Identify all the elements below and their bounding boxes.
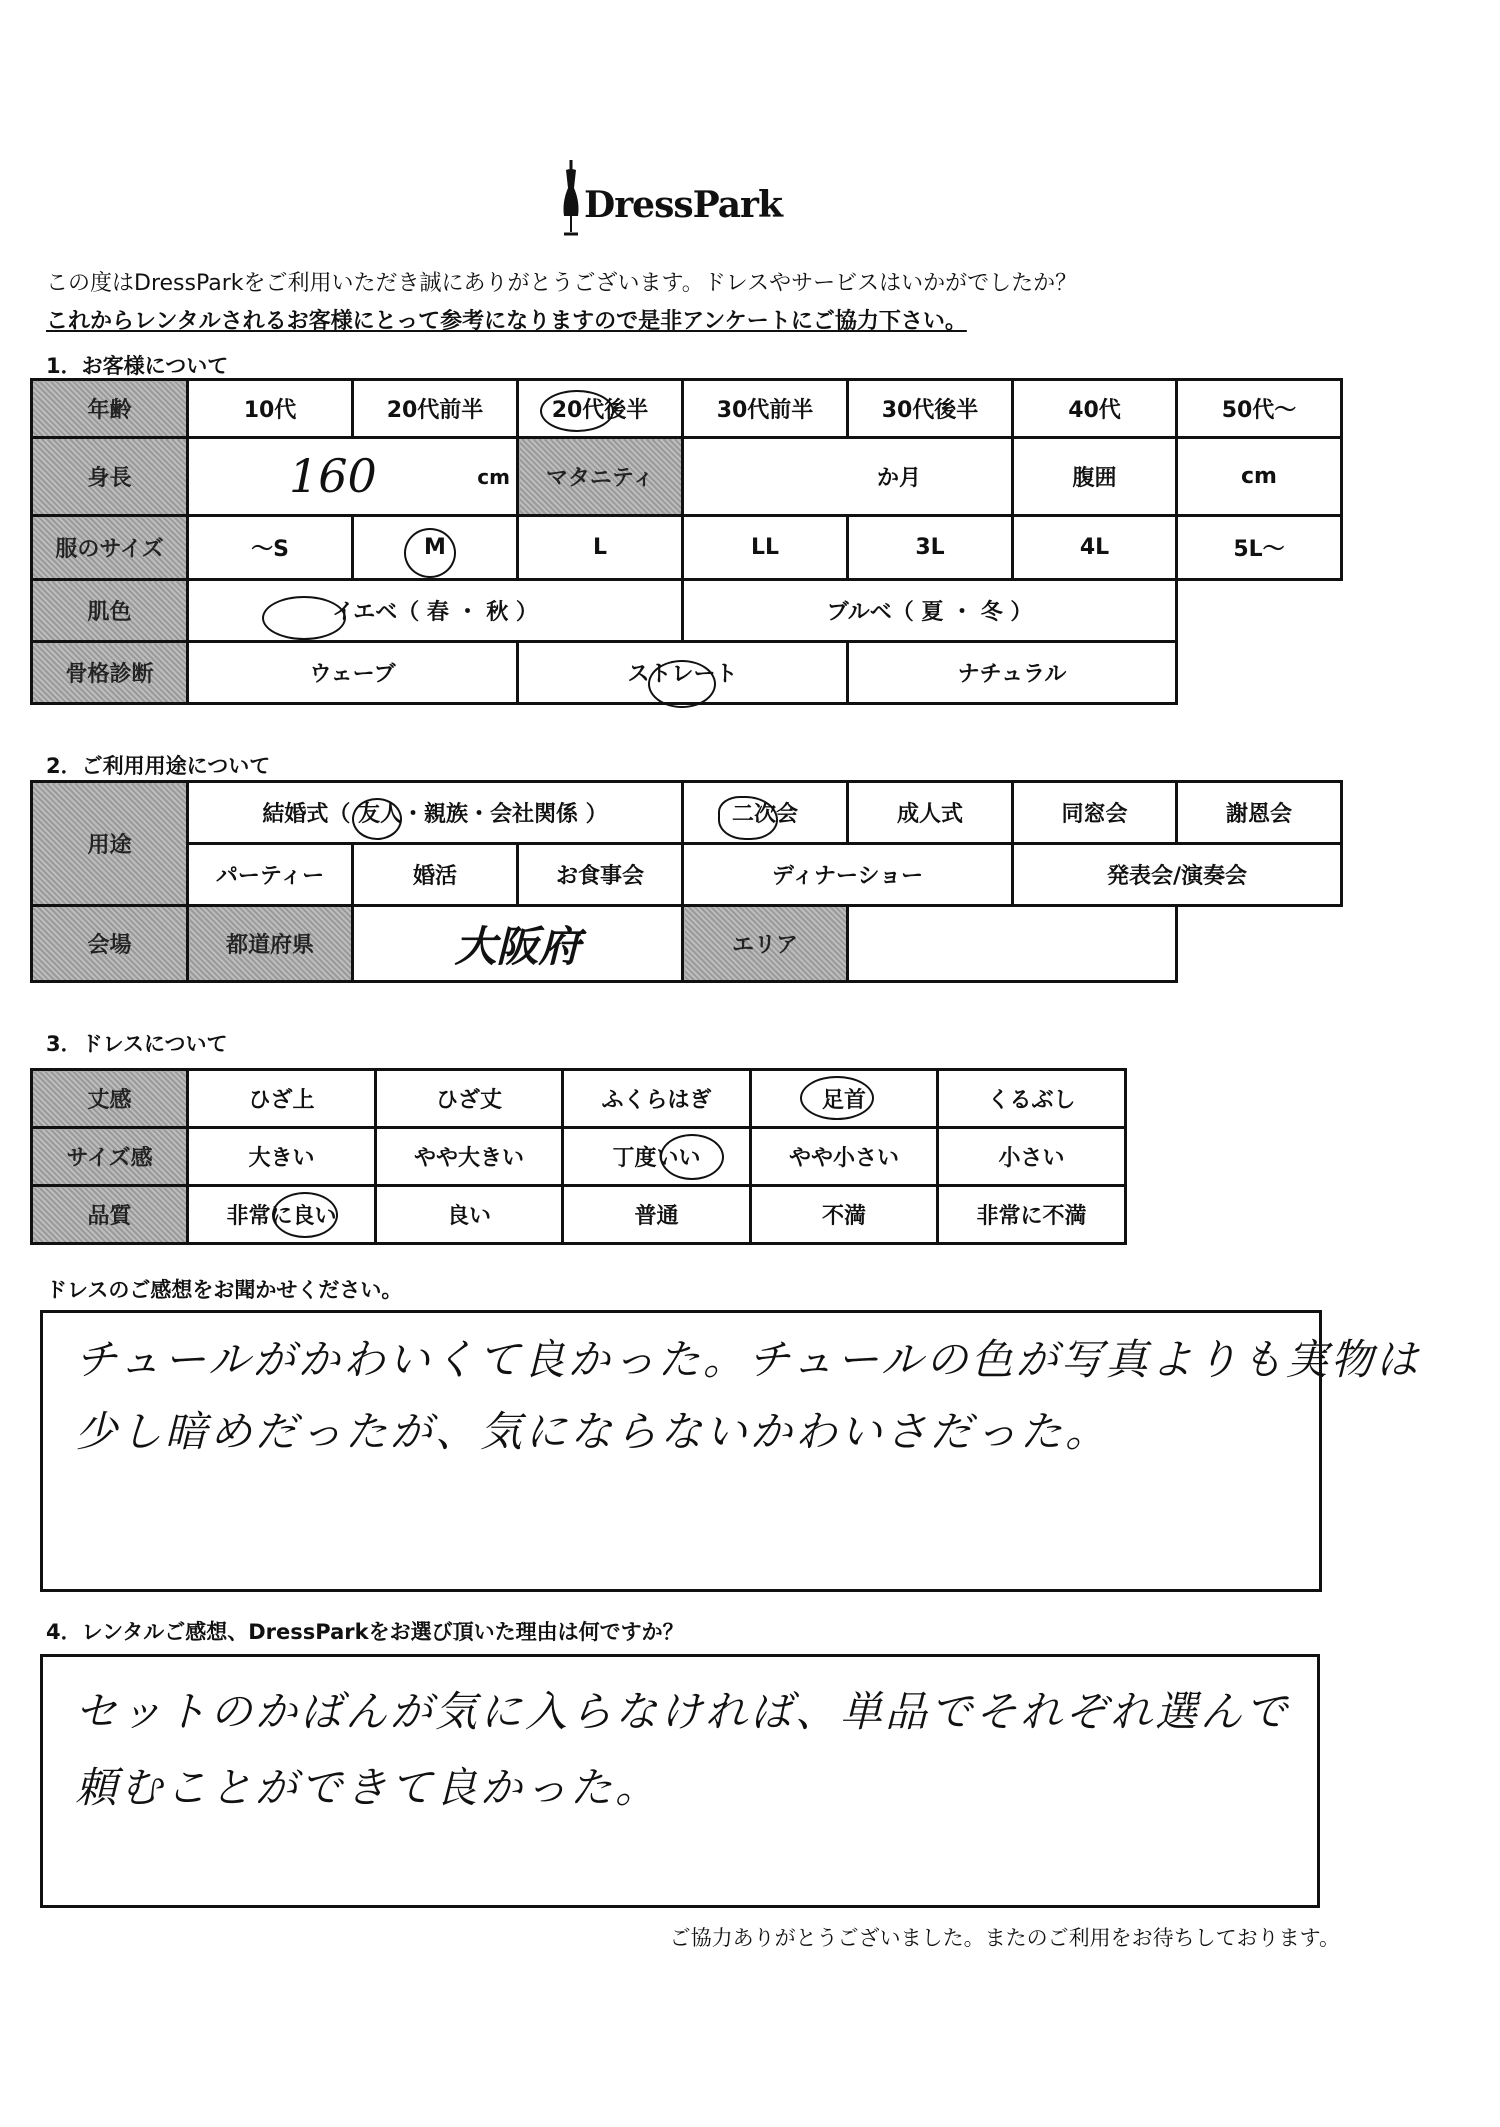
size-option[interactable]: 5L～ — [1177, 516, 1342, 580]
age-label: 年齢 — [32, 380, 188, 438]
age-option-selected[interactable]: 20代後半 — [518, 380, 683, 438]
section-2-title: 2．ご利用用途について — [46, 754, 271, 778]
purpose-option[interactable]: 謝恩会 — [1177, 782, 1342, 844]
age-option[interactable]: 20代前半 — [353, 380, 518, 438]
maternity-label: マタニティ — [518, 438, 683, 516]
height-value: 160 — [289, 449, 377, 503]
purpose-option[interactable]: 婚活 — [353, 844, 518, 906]
empty-cell — [1177, 642, 1342, 704]
body-type-option[interactable]: ナチュラル — [848, 642, 1177, 704]
rental-feedback-line: セットのかばんが気に入らなければ、単品でそれぞれ選んで — [75, 1687, 1291, 1736]
intro-text: この度はDressParkをご利用いただき誠にありがとうございます。ドレスやサービスはいかがでしたか？ — [46, 271, 1078, 296]
age-option[interactable]: 50代～ — [1177, 380, 1342, 438]
fit-label: サイズ感 — [32, 1128, 188, 1186]
purpose-option[interactable]: 同窓会 — [1013, 782, 1177, 844]
size-option-selected[interactable]: M — [353, 516, 518, 580]
quality-option-selected[interactable]: 非常に良い — [188, 1186, 376, 1244]
prefecture-value[interactable]: 大阪府 — [353, 906, 683, 982]
purpose-option[interactable]: 二次会 — [683, 782, 848, 844]
quality-label: 品質 — [32, 1186, 188, 1244]
age-option[interactable]: 30代後半 — [848, 380, 1013, 438]
fit-option-selected[interactable]: 丁度いい — [563, 1128, 751, 1186]
height-label: 身長 — [32, 438, 188, 516]
skin-color-label: 肌色 — [32, 580, 188, 642]
section-3-title: 3．ドレスについて — [46, 1032, 228, 1056]
quality-option[interactable]: 普通 — [563, 1186, 751, 1244]
maternity-months-unit[interactable]: か月 — [683, 438, 1013, 516]
length-option-selected[interactable]: 足首 — [751, 1070, 938, 1128]
purpose-option[interactable]: ディナーショー — [683, 844, 1013, 906]
size-option[interactable]: 4L — [1013, 516, 1177, 580]
rental-feedback-line: 頼むことができて良かった。 — [75, 1763, 661, 1812]
body-type-option[interactable]: ウェーブ — [188, 642, 518, 704]
length-label: 丈感 — [32, 1070, 188, 1128]
size-label: 服のサイズ — [32, 516, 188, 580]
fit-option[interactable]: やや小さい — [751, 1128, 938, 1186]
height-unit: cm — [477, 465, 510, 489]
size-option[interactable]: ～S — [188, 516, 353, 580]
venue-label: 会場 — [32, 906, 188, 982]
quality-option[interactable]: 不満 — [751, 1186, 938, 1244]
length-option[interactable]: ひざ上 — [188, 1070, 376, 1128]
section-1-title: 1．お客様について — [46, 354, 229, 378]
quality-option[interactable]: 非常に不満 — [938, 1186, 1126, 1244]
skin-yellow-option[interactable]: イエベ（ 春 ・ 秋 ） — [188, 580, 683, 642]
dress-feedback-title: ドレスのご感想をお聞かせください。 — [46, 1278, 403, 1302]
dresspark-logo — [560, 158, 800, 238]
size-option[interactable]: LL — [683, 516, 848, 580]
fit-option[interactable]: 小さい — [938, 1128, 1126, 1186]
prefecture-label: 都道府県 — [188, 906, 353, 982]
body-type-label: 骨格診断 — [32, 642, 188, 704]
length-option[interactable]: くるぶし — [938, 1070, 1126, 1128]
usage-table — [30, 780, 1343, 983]
height-field[interactable] — [188, 438, 518, 516]
purpose-option[interactable]: パーティー — [188, 844, 353, 906]
customer-table — [30, 378, 1343, 705]
section-4-title: 4．レンタルご感想、DressParkをお選び頂いた理由は何ですか？ — [46, 1620, 684, 1644]
dress-form-icon — [560, 158, 582, 238]
purpose-option[interactable]: 成人式 — [848, 782, 1013, 844]
purpose-wedding[interactable]: 結婚式（ 友人・親族・会社関係 ） — [188, 782, 683, 844]
size-option[interactable]: 3L — [848, 516, 1013, 580]
age-option[interactable]: 10代 — [188, 380, 353, 438]
empty-cell — [1177, 906, 1342, 982]
skin-blue-option[interactable]: ブルベ（ 夏 ・ 冬 ） — [683, 580, 1177, 642]
dress-feedback-line: 少し暗めだったが、気にならないかわいさだった。 — [75, 1407, 1111, 1456]
age-option[interactable]: 30代前半 — [683, 380, 848, 438]
size-option[interactable]: L — [518, 516, 683, 580]
intro-request: これからレンタルされるお客様にとって参考になりますので是非アンケートにご協力下さい。 — [46, 309, 967, 334]
age-option[interactable]: 40代 — [1013, 380, 1177, 438]
purpose-option[interactable]: 発表会/演奏会 — [1013, 844, 1342, 906]
empty-cell — [1177, 580, 1342, 642]
area-label: エリア — [683, 906, 848, 982]
body-type-option-selected[interactable]: ストレート — [518, 642, 848, 704]
length-option[interactable]: ひざ丈 — [376, 1070, 563, 1128]
dress-table — [30, 1068, 1127, 1245]
purpose-label: 用途 — [32, 782, 188, 906]
thanks-message: ご協力ありがとうございました。またのご利用をお待ちしております。 — [669, 1926, 1340, 1950]
length-option[interactable]: ふくらはぎ — [563, 1070, 751, 1128]
rental-feedback-box[interactable] — [40, 1654, 1320, 1908]
waist-unit[interactable]: cm — [1177, 438, 1342, 516]
purpose-option[interactable]: お食事会 — [518, 844, 683, 906]
dress-feedback-line: チュールがかわいくて良かった。チュールの色が写真よりも実物は — [75, 1335, 1421, 1384]
fit-option[interactable]: やや大きい — [376, 1128, 563, 1186]
dress-feedback-box[interactable] — [40, 1310, 1421, 1592]
quality-option[interactable]: 良い — [376, 1186, 563, 1244]
waist-label: 腹囲 — [1013, 438, 1177, 516]
brand-name: DressPark — [584, 184, 782, 226]
area-value[interactable] — [848, 906, 1177, 982]
fit-option[interactable]: 大きい — [188, 1128, 376, 1186]
